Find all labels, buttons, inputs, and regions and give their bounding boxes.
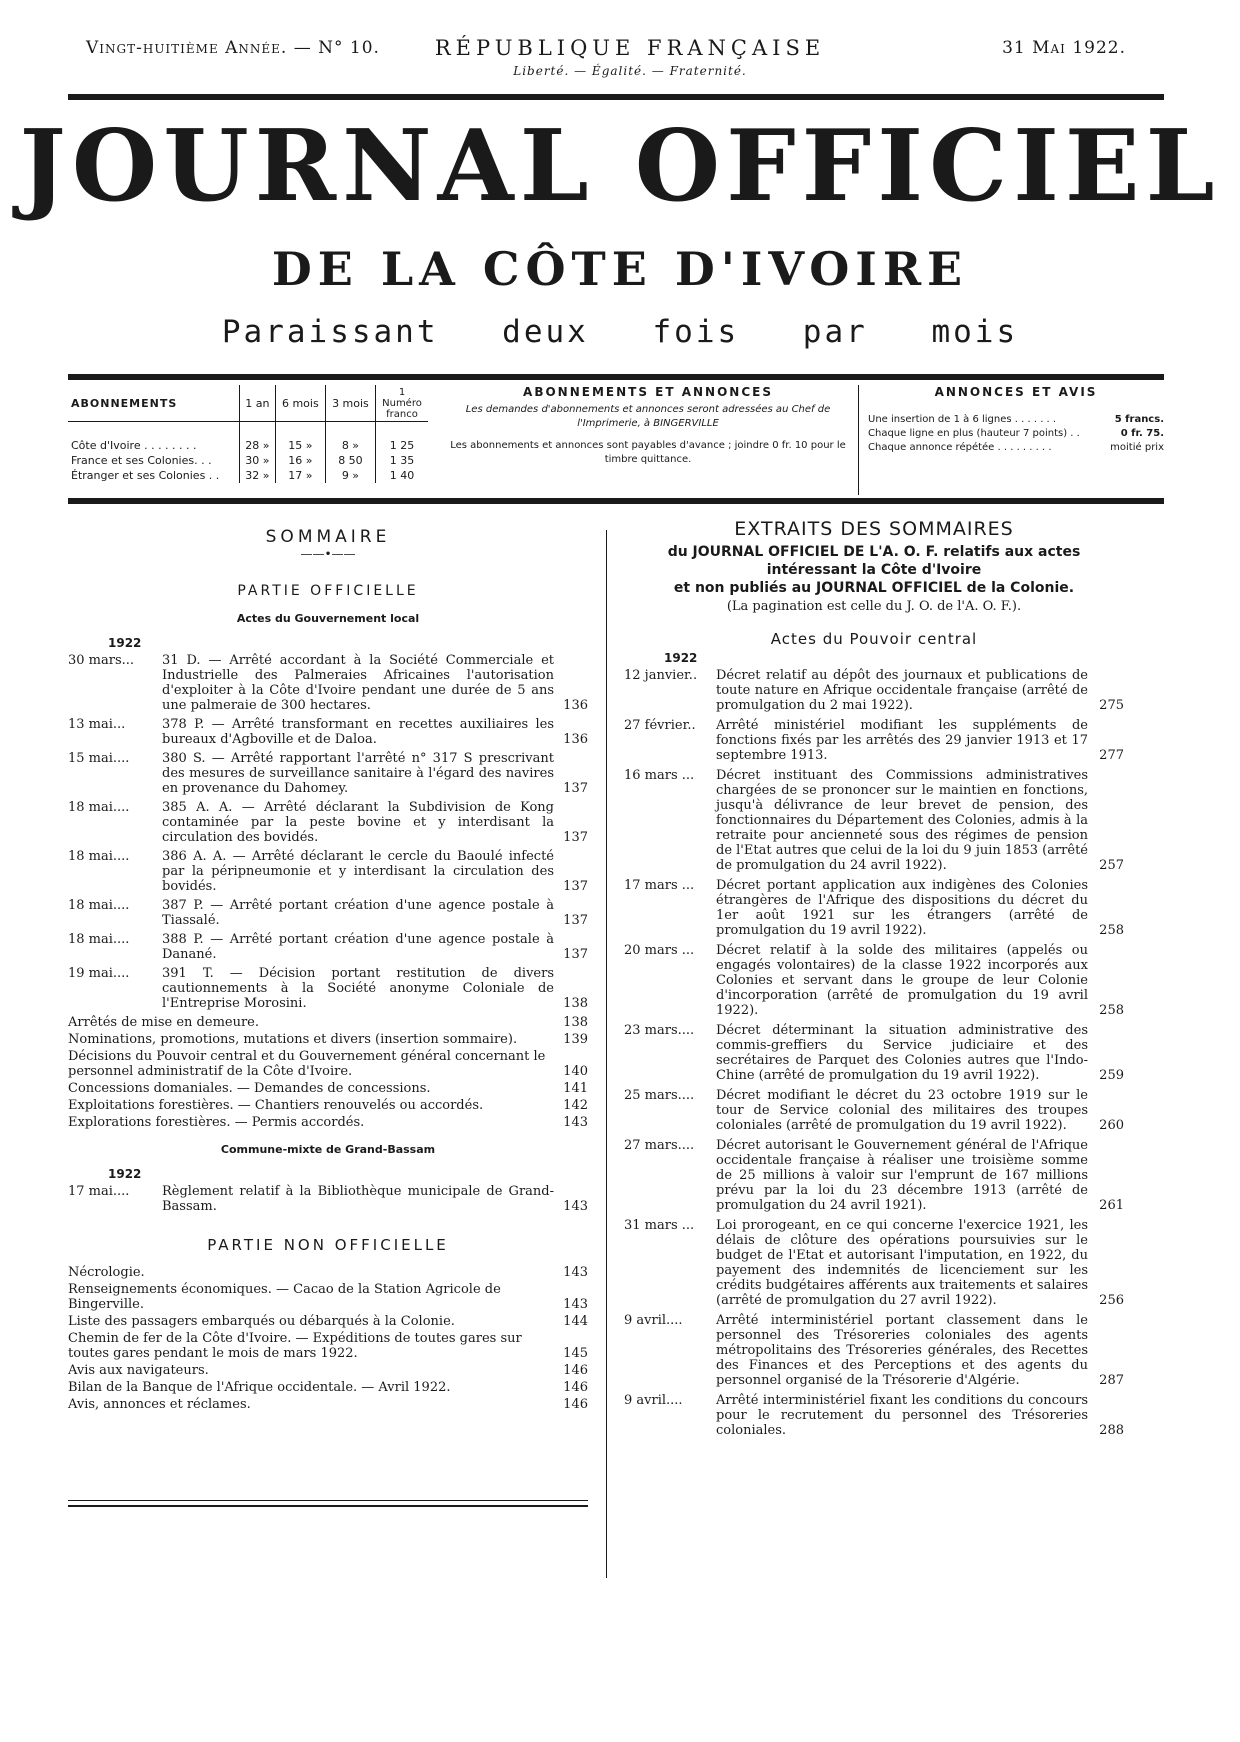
extraits-subtitle: intéressant la Côte d'Ivoire <box>766 562 982 578</box>
subscription-cell: France et ses Colonies. . . <box>68 453 240 468</box>
rate-price: 0 fr. 75. <box>1120 428 1164 439</box>
entry-page: 141 <box>563 1081 588 1096</box>
subscription-info-title: ABONNEMENTS ET ANNONCES <box>523 385 773 399</box>
sommaire-plain-entry <box>68 1049 588 1079</box>
entry-page: 145 <box>563 1346 588 1361</box>
subscription-row <box>68 453 428 468</box>
sommaire-entry <box>68 653 588 713</box>
entry-date: 30 mars... <box>68 653 135 668</box>
republic-motto: Liberté. — Égalité. — Fraternité. <box>513 64 747 78</box>
entry-date: 18 mai.... <box>68 898 130 913</box>
sommaire-plain-entry <box>68 1397 588 1412</box>
pouvoir-central-heading: Actes du Pouvoir central <box>770 630 978 648</box>
entry-page: 258 <box>1099 1003 1124 1018</box>
rate-price: 5 francs. <box>1114 414 1164 425</box>
header-rule <box>68 94 1164 100</box>
rate-label: Chaque annonce répétée . . . . . . . . . <box>868 442 1052 453</box>
entry-text: Décret relatif à la solde des militaires (appelés ou engagés volontaires) de la classe 1922 incorporés aux Colonies et servant dans le groupe de leur Colonie d'incorporation (arrêté de promulgation du 19 avril 1922). <box>716 943 1088 1018</box>
entry-page: 146 <box>563 1363 588 1378</box>
entry-page: 137 <box>563 879 588 894</box>
extrait-entry <box>624 718 1124 763</box>
entry-text: 388 P. — Arrêté portant création d'une agence postale à Danané. <box>162 932 554 962</box>
subscription-row <box>68 468 428 483</box>
entry-date: 19 mai.... <box>68 966 130 981</box>
sommaire-plain-entry <box>68 1098 588 1113</box>
entry-text: Bilan de la Banque de l'Afrique occidentale. — Avril 1922. <box>68 1380 451 1395</box>
extrait-entry <box>624 878 1124 938</box>
sommaire-plain-entry <box>68 1363 588 1378</box>
entry-page: 137 <box>563 781 588 796</box>
entry-text: 385 A. A. — Arrêté déclarant la Subdivision de Kong contaminée par la peste bovine et y interdisant la circulation des bovidés. <box>162 800 554 845</box>
entry-date: 18 mai.... <box>68 849 130 864</box>
extrait-entry <box>624 1393 1124 1438</box>
entry-page: 143 <box>563 1199 588 1214</box>
entry-page: 260 <box>1099 1118 1124 1133</box>
entry-page: 143 <box>563 1297 588 1312</box>
subscription-header: 6 mois <box>275 385 325 422</box>
issue-number: Vingt-huitième Année. — N° 10. <box>86 38 380 58</box>
sommaire-entry <box>68 800 588 845</box>
entry-text: Décret modifiant le décret du 23 octobre 1919 sur le tour de Service colonial des militaires des troupes coloniales (arrêté de promulgation du 19 avril 1922). <box>716 1088 1088 1133</box>
subscription-cell: Côte d'Ivoire . . . . . . . . <box>68 438 240 453</box>
entry-page: 146 <box>563 1380 588 1395</box>
entry-text: Décret autorisant le Gouvernement général de l'Afrique occidentale française à réaliser une troisième somme de 25 millions à valoir sur l'emprunt de 167 millions prévu par la loi du 23 décembre 1913 (arrêté de promulgation du 24 avril 1921). <box>716 1138 1088 1213</box>
entry-text: Loi prorogeant, en ce qui concerne l'exercice 1921, les délais de clôture des opérations poursuivies sur le budget de l'Etat et autorisant l'imputation, en 1922, du payement des indemnités de licenciement sur les crédits budgétaires afférents aux traitements et salaires (arrêté de promulgation du 27 avril 1922). <box>716 1218 1088 1308</box>
entry-text: Concessions domaniales. — Demandes de concessions. <box>68 1081 431 1096</box>
announcement-rate-row <box>868 413 1164 427</box>
sommaire-plain-entry <box>68 1282 588 1312</box>
entry-page: 139 <box>563 1032 588 1047</box>
rate-label: Une insertion de 1 à 6 lignes . . . . . . . <box>868 414 1057 425</box>
sommaire-plain-entry <box>68 1081 588 1096</box>
entry-page: 138 <box>563 996 588 1011</box>
extraits-subtitle: et non publiés au JOURNAL OFFICIEL de la Colonie. <box>673 580 1075 596</box>
entry-date: 13 mai... <box>68 717 126 732</box>
entry-page: 257 <box>1099 858 1124 873</box>
entry-page: 275 <box>1099 698 1124 713</box>
announcement-rate-row <box>868 441 1164 455</box>
masthead-tagline: Paraissant deux fois par mois <box>221 314 1019 350</box>
issue-date: 31 Mai 1922. <box>1002 38 1126 58</box>
entry-page: 259 <box>1099 1068 1124 1083</box>
entry-text: Nécrologie. <box>68 1265 145 1280</box>
subscription-cell: 28 » <box>240 438 276 453</box>
entry-date: 23 mars.... <box>624 1023 695 1038</box>
subscription-row <box>68 438 428 453</box>
entry-text: 380 S. — Arrêté rapportant l'arrêté n° 317 S prescrivant des mesures de surveillance sanitaire à l'égard des navires en provenance du Dahomey. <box>162 751 554 796</box>
entry-text: Arrêtés de mise en demeure. <box>68 1015 260 1030</box>
subscription-cell: 15 » <box>275 438 325 453</box>
entry-page: 137 <box>563 830 588 845</box>
subscription-header-row <box>68 385 428 422</box>
entry-page: 146 <box>563 1397 588 1412</box>
sommaire-plain-entry <box>68 1032 588 1047</box>
sommaire-entry <box>68 751 588 796</box>
entry-page: 287 <box>1099 1373 1124 1388</box>
entry-date: 17 mars ... <box>624 878 695 893</box>
subscription-cell: 30 » <box>240 453 276 468</box>
entry-text: Explorations forestières. — Permis accordés. <box>68 1115 365 1130</box>
extrait-entry <box>624 1023 1124 1083</box>
extraits-subtitle: du JOURNAL OFFICIEL DE L'A. O. F. relatifs aux actes <box>667 544 1081 560</box>
sommaire-entry <box>68 932 588 962</box>
entry-page: 258 <box>1099 923 1124 938</box>
entry-text: Arrêté interministériel portant classement dans le personnel des Trésoreries coloniales des agents métropolitains des Trésoreries générales, des Recettes des Finances et des Perceptions et des agents du personnel organisé de la Trésorerie d'Algérie. <box>716 1313 1088 1388</box>
sommaire-plain-entry <box>68 1015 588 1030</box>
entry-date: 16 mars ... <box>624 768 695 783</box>
sommaire-column <box>68 527 588 1414</box>
extrait-entry <box>624 1088 1124 1133</box>
extraits-column <box>624 518 1124 1443</box>
subscription-cell: 9 » <box>325 468 375 483</box>
entry-date: 9 avril.... <box>624 1313 683 1328</box>
entry-page: 288 <box>1099 1423 1124 1438</box>
extrait-entry <box>624 1218 1124 1308</box>
sommaire-plain-entry <box>68 1380 588 1395</box>
commune-heading: Commune-mixte de Grand-Bassam <box>220 1143 436 1156</box>
sommaire-plain-entry <box>68 1265 588 1280</box>
entry-date: 20 mars ... <box>624 943 695 958</box>
subscription-cell: 32 » <box>240 468 276 483</box>
entry-text: Renseignements économiques. — Cacao de la Station Agricole de Bingerville. <box>68 1282 501 1312</box>
entry-text: Nominations, promotions, mutations et divers (insertion sommaire). <box>68 1032 518 1047</box>
announcement-rates-title: ANNONCES ET AVIS <box>934 385 1098 399</box>
actes-heading: Actes du Gouvernement local <box>236 612 420 625</box>
subscription-header: 3 mois <box>325 385 375 422</box>
subscription-header: ABONNEMENTS <box>68 385 240 422</box>
subscription-box <box>68 385 1164 495</box>
entry-page: 143 <box>563 1115 588 1130</box>
entry-date: 17 mai.... <box>68 1184 130 1199</box>
subscription-table <box>68 385 428 483</box>
entry-date: 18 mai.... <box>68 800 130 815</box>
sommaire-plain-entry <box>68 1331 588 1361</box>
year-label: 1922 <box>664 651 698 665</box>
subscription-bottom-rule <box>68 498 1164 504</box>
entry-page: 277 <box>1099 748 1124 763</box>
subscription-cell: 17 » <box>275 468 325 483</box>
entry-text: Arrêté ministériel modifiant les suppléments de fonctions fixés par les arrêtés des 29 janvier 1913 et 17 septembre 1913. <box>716 718 1088 763</box>
subscription-cell: 8 50 <box>325 453 375 468</box>
extraits-note: (La pagination est celle du J. O. de l'A. O. F.). <box>726 599 1022 614</box>
subscription-header: 1 an <box>240 385 276 422</box>
republic-heading: RÉPUBLIQUE FRANÇAISE <box>434 36 826 60</box>
entry-text: Décret instituant des Commissions administratives chargées de se prononcer sur le maintien en fonctions, jusqu'à délivrance de leur brevet de pension, des fonctionnaires du Département des Colonies, admis à la retraite pour ancienneté sous des régimes de pension de l'Etat autres que celui de la loi du 9 juin 1853 (arrêté de promulgation du 24 avril 1922). <box>716 768 1088 873</box>
entry-text: Liste des passagers embarqués ou débarqués à la Colonie. <box>68 1314 455 1329</box>
extrait-entry <box>624 768 1124 873</box>
rate-label: Chaque ligne en plus (hauteur 7 points) . . <box>868 428 1080 439</box>
entry-date: 9 avril.... <box>624 1393 683 1408</box>
entry-text: 378 P. — Arrêté transformant en recettes auxiliaires les bureaux d'Agboville et de Daloa. <box>162 717 554 747</box>
entry-date: 15 mai.... <box>68 751 130 766</box>
entry-date: 18 mai.... <box>68 932 130 947</box>
entry-text: Décret portant application aux indigènes des Colonies étrangères de l'Afrique des dispositions du décret du 1er août 1921 sur les étrangers (arrêté de promulgation du 19 avril 1922). <box>716 878 1088 938</box>
entry-date: 27 mars.... <box>624 1138 695 1153</box>
entry-page: 256 <box>1099 1293 1124 1308</box>
entry-page: 136 <box>563 698 588 713</box>
entry-page: 137 <box>563 947 588 962</box>
subscription-info <box>438 385 859 495</box>
entry-date: 31 mars ... <box>624 1218 695 1233</box>
entry-text: Arrêté interministériel fixant les conditions du concours pour le recrutement du personnel des Trésoreries coloniales. <box>716 1393 1088 1438</box>
year-label: 1922 <box>108 636 142 650</box>
subscription-cell: 1 40 <box>389 468 415 482</box>
announcement-rate-row <box>868 427 1164 441</box>
subscription-cell: 1 35 <box>389 453 415 467</box>
extrait-entry <box>624 1138 1124 1213</box>
entry-text: 391 T. — Décision portant restitution de divers cautionnements à la Société anonyme Coloniale de l'Entreprise Morosini. <box>162 966 554 1011</box>
extrait-entry <box>624 1313 1124 1388</box>
sommaire-plain-entry <box>68 1314 588 1329</box>
sommaire-end-rule <box>68 1500 588 1507</box>
entry-page: 144 <box>563 1314 588 1329</box>
entry-text: 31 D. — Arrêté accordant à la Société Commerciale et Industrielle des Palmeraies Africaines l'autorisation d'exploiter à la Côte d'Ivoire pendant une durée de 5 ans une palmeraie de 300 hectares. <box>162 653 554 713</box>
entry-text: Décret déterminant la situation administrative des commis-greffiers du Service judiciaire et des secrétaires de Parquet des Colonies autres que l'Indo-Chine (arrêté de promulgation du 19 avril 1922). <box>716 1023 1088 1083</box>
partie-officielle-heading: PARTIE OFFICIELLE <box>237 583 419 599</box>
entry-text: Chemin de fer de la Côte d'Ivoire. — Expéditions de toutes gares sur toutes gares pendant le mois de mars 1922. <box>68 1331 522 1361</box>
sommaire-entry <box>68 717 588 747</box>
entry-page: 143 <box>563 1265 588 1280</box>
sommaire-entry <box>68 1184 588 1214</box>
entry-date: 25 mars.... <box>624 1088 695 1103</box>
entry-date: 12 janvier.. <box>624 668 698 683</box>
sommaire-plain-entry <box>68 1115 588 1130</box>
subscription-cell: Étranger et ses Colonies . . <box>68 468 240 483</box>
subscription-top-rule <box>68 374 1164 380</box>
partie-non-officielle-heading: PARTIE NON OFFICIELLE <box>207 1236 449 1254</box>
ornament: ——•—— <box>300 547 356 561</box>
subscription-info-payment: Les abonnements et annonces sont payables d'avance ; joindre 0 fr. 10 pour le timbre quittance. <box>450 440 846 465</box>
entry-text: Décret relatif au dépôt des journaux et publications de toute nature en Afrique occidentale française (arrêté de promulgation du 2 mai 1922). <box>716 668 1088 713</box>
entry-page: 138 <box>563 1015 588 1030</box>
column-divider <box>606 530 607 1578</box>
entry-date: 27 février.. <box>624 718 696 733</box>
sommaire-entry <box>68 898 588 928</box>
subscription-header: 1 Numéro franco <box>382 386 422 420</box>
extraits-title: EXTRAITS DES SOMMAIRES <box>734 518 1014 540</box>
entry-page: 261 <box>1099 1198 1124 1213</box>
entry-text: Avis, annonces et réclames. <box>68 1397 251 1412</box>
entry-text: Règlement relatif à la Bibliothèque municipale de Grand-Bassam. <box>162 1184 554 1214</box>
masthead-title: JOURNAL OFFICIEL <box>19 109 1221 224</box>
year-label: 1922 <box>108 1167 142 1181</box>
extrait-entry <box>624 943 1124 1018</box>
subscription-info-address: Les demandes d'abonnements et annonces seront adressées au Chef de l'Imprimerie, à BINGERVILLE <box>465 404 831 429</box>
sommaire-entry <box>68 849 588 894</box>
entry-text: 386 A. A. — Arrêté déclarant le cercle du Baoulé infecté par la péripneumonie et y interdisant la circulation des bovidés. <box>162 849 554 894</box>
entry-text: Avis aux navigateurs. <box>68 1363 209 1378</box>
entry-text: 387 P. — Arrêté portant création d'une agence postale à Tiassalé. <box>162 898 554 928</box>
announcement-rates <box>868 385 1164 455</box>
entry-text: Exploitations forestières. — Chantiers renouvelés ou accordés. <box>68 1098 484 1113</box>
entry-page: 137 <box>563 913 588 928</box>
rate-price: moitié prix <box>1110 442 1164 453</box>
subscription-cell: 1 25 <box>389 438 415 452</box>
subscription-cell: 16 » <box>275 453 325 468</box>
entry-page: 142 <box>563 1098 588 1113</box>
entry-page: 136 <box>563 732 588 747</box>
sommaire-title: SOMMAIRE <box>265 527 391 547</box>
sommaire-entry <box>68 966 588 1011</box>
extrait-entry <box>624 668 1124 713</box>
entry-text: Décisions du Pouvoir central et du Gouvernement général concernant le personnel administratif de la Côte d'Ivoire. <box>68 1049 546 1079</box>
subscription-cell: 8 » <box>325 438 375 453</box>
entry-page: 140 <box>563 1064 588 1079</box>
masthead-subtitle: DE LA CÔTE D'IVOIRE <box>271 242 969 296</box>
